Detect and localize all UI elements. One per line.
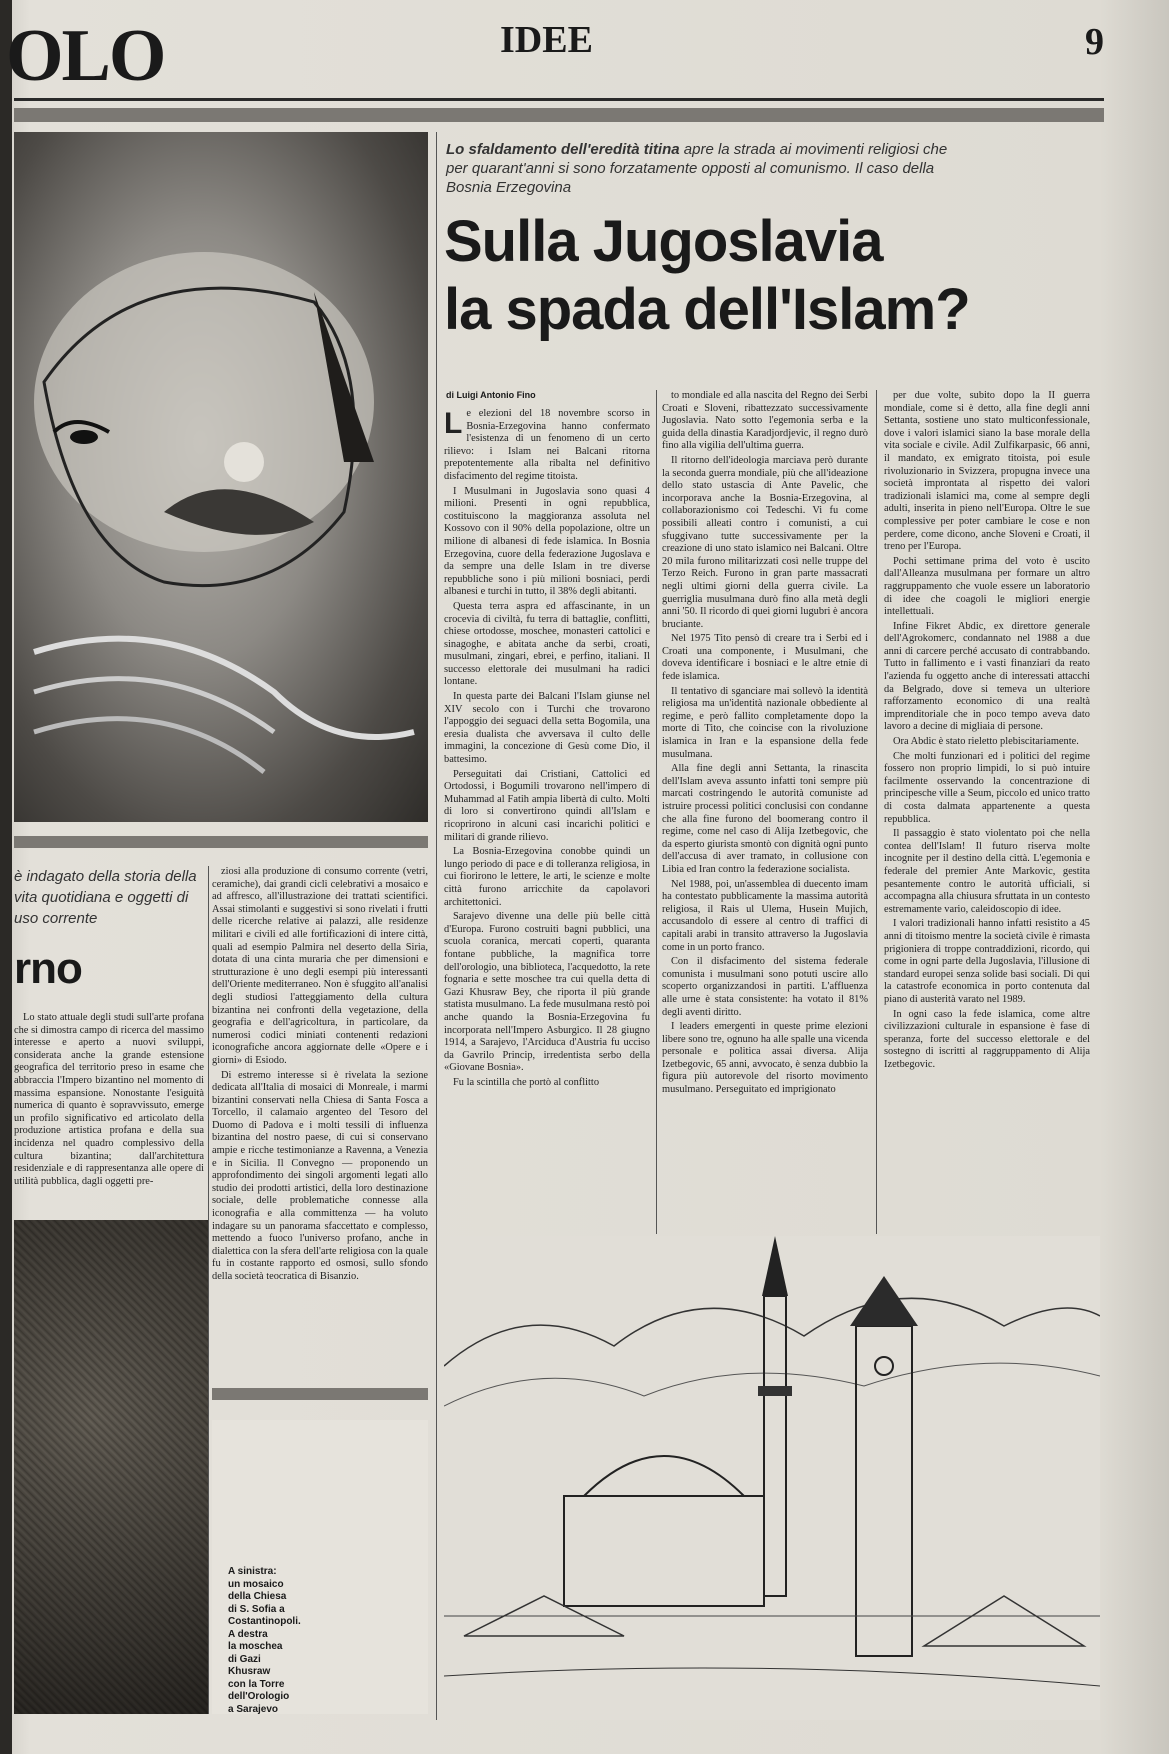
article-byline: di Luigi Antonio Fino: [446, 390, 536, 400]
photo-caption: A sinistra: un mosaico della Chiesa di S. Sofia a Costantinopoli. A destra la moschea di Gazi Khusraw con la Torre dell'Orologio a Sarajevo: [228, 1566, 301, 1715]
paragraph: Infine Fikret Abdic, ex direttore generale dell'Agrokomerc, condannato nel 1988 a due anni di carcere perché accusato di contrabbando. Tutto in fallimento e i vasti finanziari da reato l'azienda fu oggetto anche di interessati attacchi da Belgrado, dove si temeva un ulteriore rafforzamento economico di una realtà imprenditoriale che in poco tempo aveva dato lavoro a decine di migliaia di persone.: [884, 620, 1090, 733]
side-headline-fragment: rno: [14, 944, 82, 993]
paragraph: Perseguitati dai Cristiani, Cattolici ed Ortodossi, i Bogumili trovarono nell'impero di Muhammad al Fatih ampia libertà di culto. Molti di loro si convertirono quindi all'Islam e ricoprirono in alcuni casi incarichi politici e militari di grande rilievo.: [444, 768, 650, 843]
article-column-1: [444, 408, 650, 1234]
header-rule: [14, 98, 1104, 101]
masthead-fragment: OLO: [6, 15, 165, 97]
paragraph: I Musulmani in Jugoslavia sono quasi 4 milioni. Presenti in ogni repubblica, costituiscono la maggioranza assoluta nel Kossovo con il 90% della popolazione, oltre un milione di albanesi di fede islamica. In Bosnia Erzegovina, cuore della federazione Jugoslava e da sempre una delle Islam in tre diverse repubbliche sono i più milioni bosniaci, perdi albanesi e turchi in tutto, il 38% degli abitanti.: [444, 485, 650, 598]
kicker-rest: apre la strada ai movimenti religiosi che per quarant'anni si sono forzatamente opposti al comunismo. Il caso della Bosnia Erzegovina: [446, 141, 948, 196]
paragraph: to mondiale ed alla nascita del Regno dei Serbi Croati e Sloveni, ribattezzato successivamente Jugoslavia. Nato sotto l'egemonia serba e la guida della dinastia Karadjordjevic, il regno durò fino alla vigilia dell'ultima guerra.: [662, 390, 868, 452]
header-band: [14, 108, 1104, 122]
paragraph: Questa terra aspra ed affascinante, in un crocevia di civiltà, fu terra di battaglie, conflitti, chiese ortodosse, moschee, monasteri cattolici e sinagoghe, e abitata anche da serbi, croati, musulmani, zingari, ebrei, e perfino, italiani. Il successo elettorale dei musulmani ha radici lontane.: [444, 600, 650, 688]
paragraph: Alla fine degli anni Settanta, la rinascita dell'Islam aveva assunto infatti toni sempre più marcati costringendo le autorità comuniste ad istruire processi politici conclusisi con condanne che alla fine furono del boomerang contro il regime, come nel caso di Alija Izetbegovic, che da esperto giurista smontò con dignità ogni punto dell'accusa di aver tramato, in collusione con Libia ed Iran contro la federazione socialista.: [662, 763, 868, 875]
column-divider: [656, 390, 657, 1234]
paragraph-text: e elezioni del 18 novembre scorso in Bosnia-Erzegovina hanno confermato l'esistenza di un fenomeno di un certo rilievo: i Islam nei Balcani ritorna prepotentemente alla ribalta nel definitivo disfacimento del regime titoista.: [444, 408, 650, 482]
side-deck: è indagato della storia della vita quotidiana e oggetti di uso corrente: [14, 868, 197, 927]
paragraph: Nel 1975 Tito pensò di creare tra i Serbi ed i Croati una componente, i Musulmani, che doveva identificare i bosniaci e le altre etnie di fede islamica.: [662, 633, 868, 683]
paragraph: Sarajevo divenne una delle più belle città d'Europa. Furono costruiti bagni pubblici, una scuola coranica, mercati coperti, quaranta fontane pubbliche, la magnifica torre dell'orologio, una biblioteca, l'acquedotto, la rete fognaria e sette moschee tra cui quella detta di Gazi Khusraw Bey, che riporta il più grande statista musulmano. La fede musulmana restò poi anche quando la Bosnia-Erzegovina fu incorporata nell'Impero Asburgico. Il 28 giugno 1914, a Sarajevo, l'Arciduca d'Austria fu ucciso da Gavrilo Princip, irredentista serbo della «Giovane Bosnia».: [444, 911, 650, 1074]
paragraph: Il passaggio è stato violentato poi che nella contea dell'Islam! Il futuro riserva molte incognite per il destino della città. L'egemonia e federale del premier Ante Markovic, gestita pesantemente contro le autorità ufficiali, si accompagna alla chiusura sfruttata in un contesto estremamente vario, caleidoscopio di idee.: [884, 828, 1090, 915]
paragraph: Che molti funzionari ed i politici del regime fossero non proprio limpidi, lo si può intuire facilmente osservando la concentrazione di principesche ville a Seum, piccolo ed unico tratto di costa dalmata appartenente a questa repubblica.: [884, 750, 1090, 825]
mosque-drawing-svg: [444, 1236, 1100, 1720]
headline-line-1: Sulla Jugoslavia: [444, 209, 883, 274]
kicker-lead: Lo sfaldamento dell'eredità titina: [446, 141, 680, 158]
paragraph: Il tentativo di sganciare mai sollevò la identità religiosa ma un'identità nazionale obbediente al regime, e però fallito completamente dopo la morte di Tito, che coincise con la rivoluzione islamica in Iran e la espansione della fede musulmana.: [662, 685, 868, 760]
side-column-b: [212, 866, 428, 1380]
paragraph: ziosi alla produzione di consumo corrente (vetri, ceramiche), dai grandi cicli celebrativi a mosaico e ad affresco, all'illustrazione dei trattati scientifici. Assai stimolanti e suggestivi si sono rivelati i frutti delle ricerche relative ai palazzi, alle residenze militari e civili ed alle fortificazioni di intere città, quali ad esempio Palmira nel deserto della Siria, dotata di una cinta muraria che per dimensioni e strutturazione è uno degli esempi più interessanti dell'Oriente mediterraneo. Non è sfuggito all'analisi degli studiosi l'atteggiamento della cultura bizantina nei confronti della vegetazione, della geografia e dell'agricoltura, in particolare, da numerosi codici miniati contenenti redazioni iconografiche ancora aggiornate delle «Opere e i giorni» di Esiodo.: [212, 866, 428, 1066]
paragraph: Ora Abdic è stato rieletto plebiscitariamente.: [893, 736, 1079, 748]
headline-line-2: la spada dell'Islam?: [444, 277, 970, 342]
paragraph: La Bosnia-Erzegovina conobbe quindi un lungo periodo di pace e di tolleranza religiosa, in cui fiorirono le lettere, le arti, le scienze e molte città furono arricchite da capolavori architettonici.: [444, 846, 650, 908]
sarajevo-mosque-drawing: [444, 1236, 1100, 1720]
paragraph: Il ritorno dell'ideologia marciava però durante la seconda guerra mondiale, più che all'ideazione dello stato ustascia di Ante Pavelic, che incorporava anche la Bosnia-Erzegovina, al collaborazionismo coi Tedeschi. Vi fu come possibili alleati contro i comunisti, a cui sfuggivano tutte successivamente per la creazione di uno stato islamico nei Balcani. Oltre 20 mila furono militarizzati così nelle truppe del Terzo Reich. Furono in gran parte massacrati negli ultimi giorni della guerra civile. La guerriglia musulmana durò fino alla metà degli anni '50. Il ricordo di quei giorni lugubri è ancora bruciante.: [662, 454, 868, 630]
article-kicker: [446, 140, 966, 197]
paragraph: In questa parte dei Balcani l'Islam giunse nel XIV secolo con i Turchi che trovarono l'appoggio dei seguaci della setta Bogomila, una eresia dualista che avversava il culto delle immagini, la concezione di Gesù come Dio, il battesimo.: [444, 691, 650, 766]
article-column-3: [884, 390, 1090, 1234]
side-column-a: [14, 1012, 204, 1212]
paragraph: Di estremo interesse si è rivelata la sezione dedicata all'Italia di mosaici di Monreale, i marmi bizantini conservati nella Chiesa di Santa Fosca a Torcello, il calamaio argenteo del Tesoro del Duomo di Padova e i molti tessili di influenza bizantina del nostro paese, di cui si conservano ampie e ricche testimonianze a Ravenna, a Venezia e in Sicilia. Il Convegno — proponendo un approfondimento dei singoli argomenti legati allo studio dei prodotti artistici, della loro destinazione sociale, delle problematiche connesse alla iconografia e alla committenza — ha voluto indagare su un panorama sfaccettato e complesso, mettendo a fuoco l'universo profano, anche in dialettica con la sfera dell'arte religiosa con la quale fu in costante rapporto ed osmosi, sullo sfondo della società teocratica di Bisanzio.: [212, 1069, 428, 1282]
drop-cap: L: [444, 408, 463, 440]
paragraph: Nel 1988, poi, un'assemblea di duecento imam ha contestato pubblicamente la massima autorità religiosa, il Rais ul Ulema, Husein Mujich, accusandolo di essere al centro di traffici di capitali arabi in transito attraverso la Jugoslavia come in un porto franco.: [662, 878, 868, 953]
page-spine: [0, 0, 12, 1754]
article-column-2: [662, 390, 868, 1234]
surreal-illustration: [14, 132, 428, 822]
paragraph: Con il disfacimento del sistema federale comunista i musulmani sono potuti uscire allo scoperto organizzandosi in partiti. L'affluenza alle urne è stata consistente: ha votato il 81% degli aventi diritto.: [662, 956, 868, 1018]
paragraph: [444, 408, 650, 484]
paragraph: In ogni caso la fede islamica, come altre civilizzazioni culturale in espansione è fase di speranza, forte del successo elettorale e del sostegno di iscritti al raggruppamento di Alija Izetbegovic.: [884, 1008, 1090, 1070]
page-number: 9: [1085, 21, 1104, 63]
paragraph: per due volte, subito dopo la II guerra mondiale, come si è detto, alla fine degli anni Settanta, sostiene uno stato multiconfessionale, dove i valori islamici siano la base morale della vita sociale e civile. Adil Zulfikarpasic, 66 anni, il mandato, ex emigrato titoista, poi esule rivoluzionario in Svizzera, propugna invece una società improntata al rispetto dei valori tradizionali islamici ma, come al sempre degli adulti, inserita in pieno nell'Europa. Oltre le sue complessive per poter cambiare le cose e non perdere, come dicono, anche Sloveni e Croati, il treno per l'Europa.: [884, 390, 1090, 553]
paragraph: Lo stato attuale degli studi sull'arte profana che si dimostra campo di ricerca del massimo interesse e aperto a nuovi sviluppi, considerata anche la grande estensione geografica del territorio preso in esame che abbraccia l'Impero bizantino nel momento di massima espansione. Nonostante l'esiguità numerica di quanto è sopravvissuto, emerge un profilo significativo ed articolato della produzione artistica profana e della sua incidenza nel quadro complessivo della cultura bizantina; dall'architettura residenziale e di rappresentanza alle opere di utilità pubblica, dagli oggetti pre-: [14, 1012, 204, 1187]
surreal-illustration-drawing: [14, 132, 428, 822]
mosaic-photo: [14, 1220, 208, 1714]
column-divider: [208, 866, 209, 1714]
section-title: IDEE: [500, 19, 593, 61]
side-band: [212, 1388, 428, 1400]
paragraph: Fu la scintilla che portò al conflitto: [453, 1076, 600, 1088]
column-divider: [876, 390, 877, 1234]
paragraph: I leaders emergenti in queste prime elezioni libere sono tre, ognuno ha alle spalle una vicenda personale e politica assai diversa. Alija Izetbegovic, 65 anni, avvocato, è senza dubbio la figura più autorevole del risorto movimento musulmano. Perseguitato ed imprigionato: [662, 1021, 868, 1096]
article-headline: [444, 208, 1004, 344]
side-band: [14, 836, 428, 848]
paragraph: Pochi settimane prima del voto è uscito dall'Alleanza musulmana per formare un altro raggruppamento che vuole essere un laboratorio di idee che coagoli le migliori energie intellettuali.: [884, 555, 1090, 618]
paragraph: I valori tradizionali hanno infatti resistito a 45 anni di titoismo mentre la società civile è rimasta prigioniera di troppe contraddizioni, ricordo, qui come in ogni parte della Jugoslavia, l'illusione di standard europei senza solide basi sociali. Di qui la catastrofe economica in porto contenuta dal piano di austerità varato nel 1989.: [884, 918, 1090, 1005]
section-divider: [436, 132, 437, 1720]
